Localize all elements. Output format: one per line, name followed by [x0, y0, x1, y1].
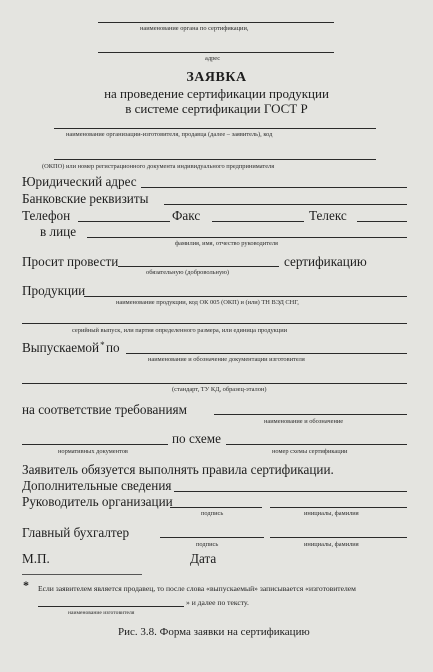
form-subtitle-line1: на проведение сертификации продукции	[104, 86, 329, 101]
applicant-caption: наименование организации-изготовителя, продавца (далее – заявитель), код	[66, 131, 273, 138]
accountant-name-line[interactable]	[270, 537, 407, 538]
accountant-label: Главный бухгалтер	[22, 525, 130, 540]
normative-docs-caption: нормативных документов	[58, 448, 128, 455]
form-title: ЗАЯВКА	[186, 70, 247, 85]
accountant-signature-caption: подпись	[196, 541, 219, 548]
compliance-label: на соответствие требованиям	[22, 402, 187, 417]
certification-type-line[interactable]	[118, 266, 279, 267]
person-label: в лице	[40, 224, 77, 239]
scheme-number-caption: номер схемы сертификации	[272, 448, 348, 455]
phone-label: Телефон	[22, 208, 71, 223]
director-signature-caption: подпись	[201, 510, 224, 517]
certification-type-caption: обязательную (добровольную)	[146, 269, 230, 276]
certification-label: сертификацию	[284, 254, 367, 269]
fax-label: Факс	[172, 208, 201, 223]
standard-line[interactable]	[22, 383, 407, 384]
footnote-manufacturer-caption: наименование изготовителя	[68, 610, 135, 616]
produced-label	[22, 340, 105, 356]
director-name-caption: инициалы, фамилия	[304, 510, 359, 517]
asterisk-mark: *	[100, 340, 105, 350]
form-subtitle-line2: в системе сертификации ГОСТ Р	[125, 101, 308, 116]
bank-details-line[interactable]	[164, 204, 407, 205]
seal-label: М.П.	[22, 551, 50, 566]
org-name-line[interactable]	[98, 22, 334, 23]
head-name-line[interactable]	[87, 237, 407, 238]
date-label: Дата	[190, 551, 217, 566]
standard-caption: (стандарт, ТУ КД, образец-эталон)	[172, 386, 267, 393]
footnote-mark: *	[23, 578, 29, 592]
okpo-line[interactable]	[54, 159, 376, 160]
normative-docs-line[interactable]	[22, 444, 168, 445]
phone-line[interactable]	[78, 221, 170, 222]
telex-line[interactable]	[357, 221, 407, 222]
additional-info-label: Дополнительные сведения	[22, 478, 172, 493]
director-name-line[interactable]	[270, 507, 407, 508]
manufacturer-doc-caption: наименование и обозначение документации изготовителя	[148, 356, 305, 363]
manufacturer-doc-line[interactable]	[126, 353, 407, 354]
serial-line[interactable]	[22, 323, 407, 324]
address-caption: адрес	[205, 55, 221, 62]
okpo-caption: (ОКПО) или номер регистрационного документа индивидуального предпринимателя	[42, 163, 275, 170]
obligation-text: Заявитель обязуется выполнять правила сертификации.	[22, 462, 334, 477]
requirements-caption: наименование и обозначение	[264, 418, 344, 425]
by-label: по	[106, 340, 120, 355]
footnote-line1: Если заявителем является продавец, то после слова «выпускаемый» записывается «изготовителем	[38, 584, 356, 593]
legal-address-label: Юридический адрес	[22, 174, 137, 189]
requirements-line[interactable]	[214, 414, 407, 415]
scheme-number-line[interactable]	[226, 444, 407, 445]
telex-label: Телекс	[309, 208, 347, 223]
products-label: Продукции	[22, 283, 86, 298]
produced-word: Выпускаемой	[22, 340, 100, 355]
applicant-line[interactable]	[54, 128, 376, 129]
footnote-divider	[22, 574, 142, 575]
fax-line[interactable]	[212, 221, 304, 222]
serial-caption: серийный выпуск, или партия определенного размера, или единица продукции	[72, 327, 288, 334]
bank-details-label: Банковские реквизиты	[22, 191, 149, 206]
address-line[interactable]	[98, 52, 334, 53]
request-label: Просит провести	[22, 254, 119, 269]
director-signature-line[interactable]	[170, 507, 262, 508]
product-name-line[interactable]	[84, 296, 407, 297]
accountant-signature-line[interactable]	[160, 537, 264, 538]
head-name-caption: фамилия, имя, отчество руководителя	[175, 240, 278, 247]
legal-address-line[interactable]	[141, 187, 407, 188]
by-scheme-label: по схеме	[172, 431, 221, 446]
footnote-line2-end: » и далее по тексту.	[186, 598, 249, 607]
director-label: Руководитель организации	[22, 494, 173, 509]
accountant-name-caption: инициалы, фамилия	[304, 541, 359, 548]
footnote-manufacturer-line[interactable]	[38, 606, 184, 607]
org-name-caption: наименование органа по сертификации,	[140, 25, 249, 32]
product-name-caption: наименование продукции, код ОК 005 (ОКП) и (или) ТН ВЭД СНГ,	[116, 299, 299, 306]
figure-caption: Рис. 3.8. Форма заявки на сертификацию	[118, 626, 310, 638]
additional-info-line[interactable]	[174, 491, 407, 492]
